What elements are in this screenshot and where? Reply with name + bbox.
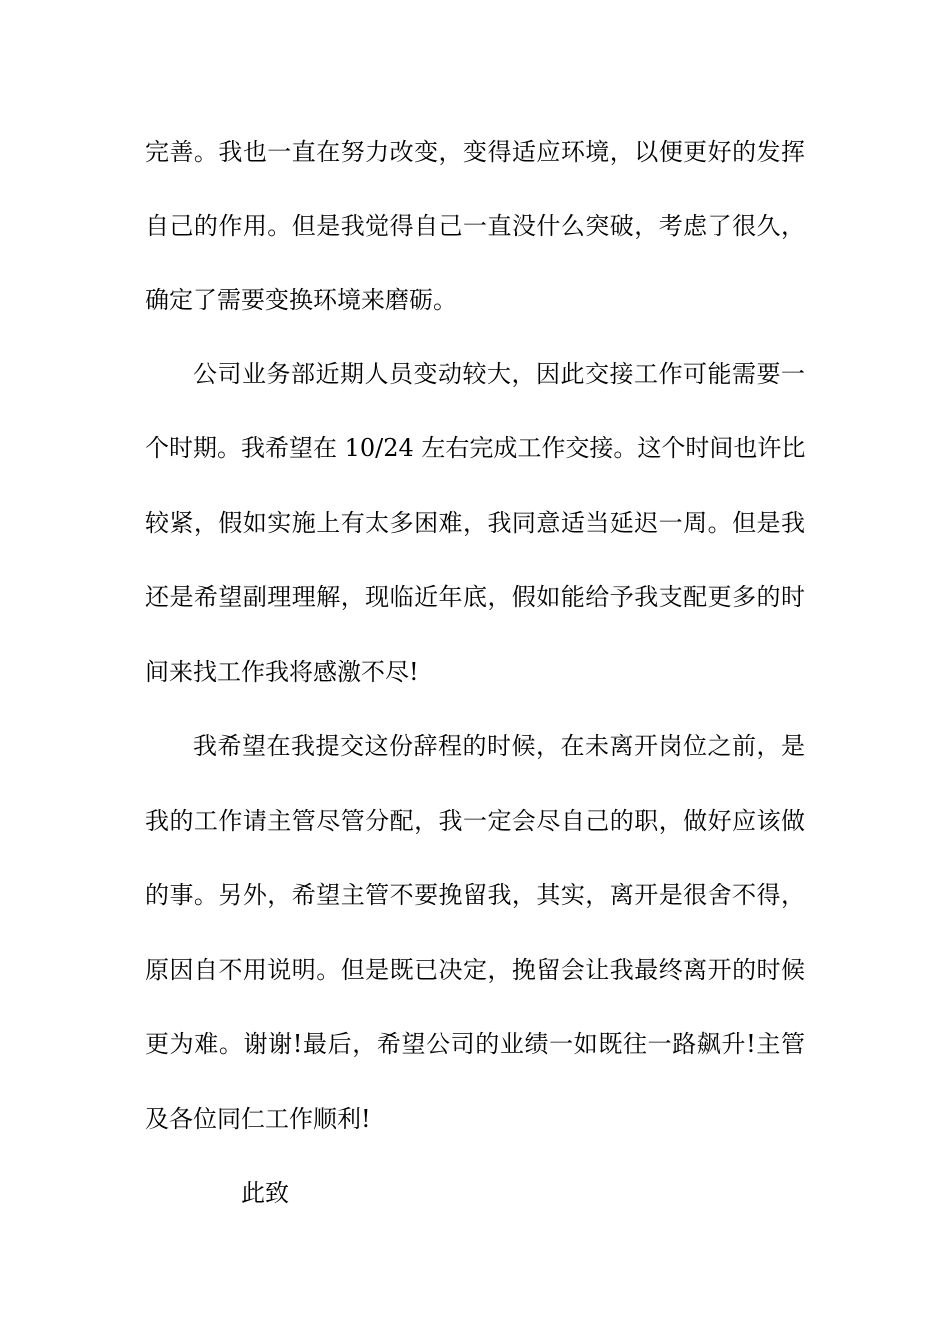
paragraph-line: 我希望在我提交这份辞程的时候，在未离开岗位之前，是 — [193, 732, 805, 760]
paragraph-line: 的事。另外，希望主管不要挽留我，其实，离开是很舍不得， — [145, 881, 805, 909]
paragraph-line: 较紧，假如实施上有太多困难，我同意适当延迟一周。但是我 — [145, 509, 805, 537]
paragraph-line: 及各位同仁工作顺利! — [145, 1105, 371, 1133]
paragraph-line: 原因自不用说明。但是既已决定，挽留会让我最终离开的时候 — [145, 956, 805, 984]
closing-salutation: 此致 — [241, 1179, 289, 1207]
paragraph-line: 个时期。我希望在 10/24 左右完成工作交接。这个时间也许比 — [145, 434, 806, 462]
paragraph-line: 间来找工作我将感激不尽! — [145, 658, 419, 686]
paragraph-line: 完善。我也一直在努力改变，变得适应环境，以便更好的发挥 — [145, 138, 805, 166]
paragraph-line: 自己的作用。但是我觉得自己一直没什么突破，考虑了很久， — [145, 212, 805, 240]
paragraph-line: 更为难。谢谢!最后，希望公司的业绩一如既往一路飙升!主管 — [145, 1030, 805, 1058]
paragraph-line: 确定了需要变换环境来磨砺。 — [145, 286, 457, 314]
paragraph-line: 还是希望副理理解，现临近年底，假如能给予我支配更多的时 — [145, 583, 805, 611]
paragraph-line: 我的工作请主管尽管分配，我一定会尽自己的职，做好应该做 — [145, 807, 805, 835]
paragraph-line: 公司业务部近期人员变动较大，因此交接工作可能需要一 — [193, 360, 805, 388]
